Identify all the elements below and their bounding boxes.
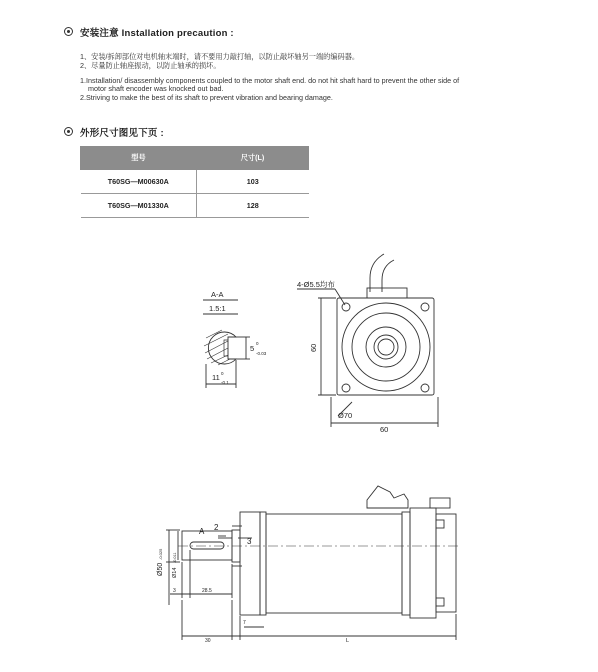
dimensions-title: 外形尺寸图见下页 : <box>80 128 164 139</box>
flange-height-label: 60 <box>309 343 318 352</box>
precaution-en-line-1: 1.Installation/ disassembly components coupled to the motor shaft end. do not hit shaft hard to prevent the other side of <box>80 76 460 85</box>
shaft-dia-label: Ø14 <box>172 567 178 578</box>
shaft-cut-label: 11 <box>212 373 220 382</box>
cell-model: T60SG—M00630A <box>81 170 197 194</box>
cell-model: T60SG—M01330A <box>81 194 197 218</box>
shaft-cut-tol-lower: -0.1 <box>221 380 229 385</box>
dim-key-offset-label: 3 <box>173 588 176 594</box>
pilot-dia-label: Ø50 <box>157 562 164 576</box>
cell-length: 128 <box>197 194 309 218</box>
header-model: 型号 <box>81 147 197 170</box>
precaution-cn-line-2: 2、尽量防止轴座振动，以防止轴承的损坏。 <box>80 61 221 70</box>
dim-flange-t-label: 7 <box>243 620 246 626</box>
shaft-tol-label: -0.011 <box>173 552 177 563</box>
shaft-cut-tol-upper: 0 <box>221 371 224 376</box>
pilot-tol-label: -0.025 <box>158 548 163 560</box>
section-marker: A <box>199 527 205 536</box>
dim-body-label: L <box>346 638 350 644</box>
precaution-cn-line-1: 1、安装/拆卸部位对电机轴末端时，请不要用力敲打轴，以防止敲坏轴另一端的编码器。 <box>80 52 360 61</box>
precaution-en-line-3: 2.Striving to make the best of its shaft to prevent vibration and bearing damage. <box>80 93 333 102</box>
holes-label: 4-Ø5.5均布 <box>297 280 335 289</box>
dim-2-label: 2 <box>214 523 219 532</box>
dim-key-len-label: 28.5 <box>202 588 212 594</box>
section-label: A-A <box>211 290 224 299</box>
key-width-tol-upper: 0 <box>256 341 259 346</box>
flange-width-label: 60 <box>380 425 389 434</box>
dim-3-label: 3 <box>247 537 252 546</box>
bolt-circle-label: Ø70 <box>338 411 353 420</box>
key-width-tol-lower: -0.03 <box>256 351 267 356</box>
section-scale: 1.5:1 <box>209 304 226 313</box>
header-length: 尺寸(L) <box>197 147 309 170</box>
key-width-label: 5 <box>250 344 255 353</box>
precaution-title: 安装注意 Installation precaution : <box>80 28 234 39</box>
cell-length: 103 <box>197 170 309 194</box>
dim-shaft-len-label: 30 <box>205 638 211 644</box>
precaution-en-line-2: motor shaft encoder was knocked out bad. <box>88 84 224 93</box>
